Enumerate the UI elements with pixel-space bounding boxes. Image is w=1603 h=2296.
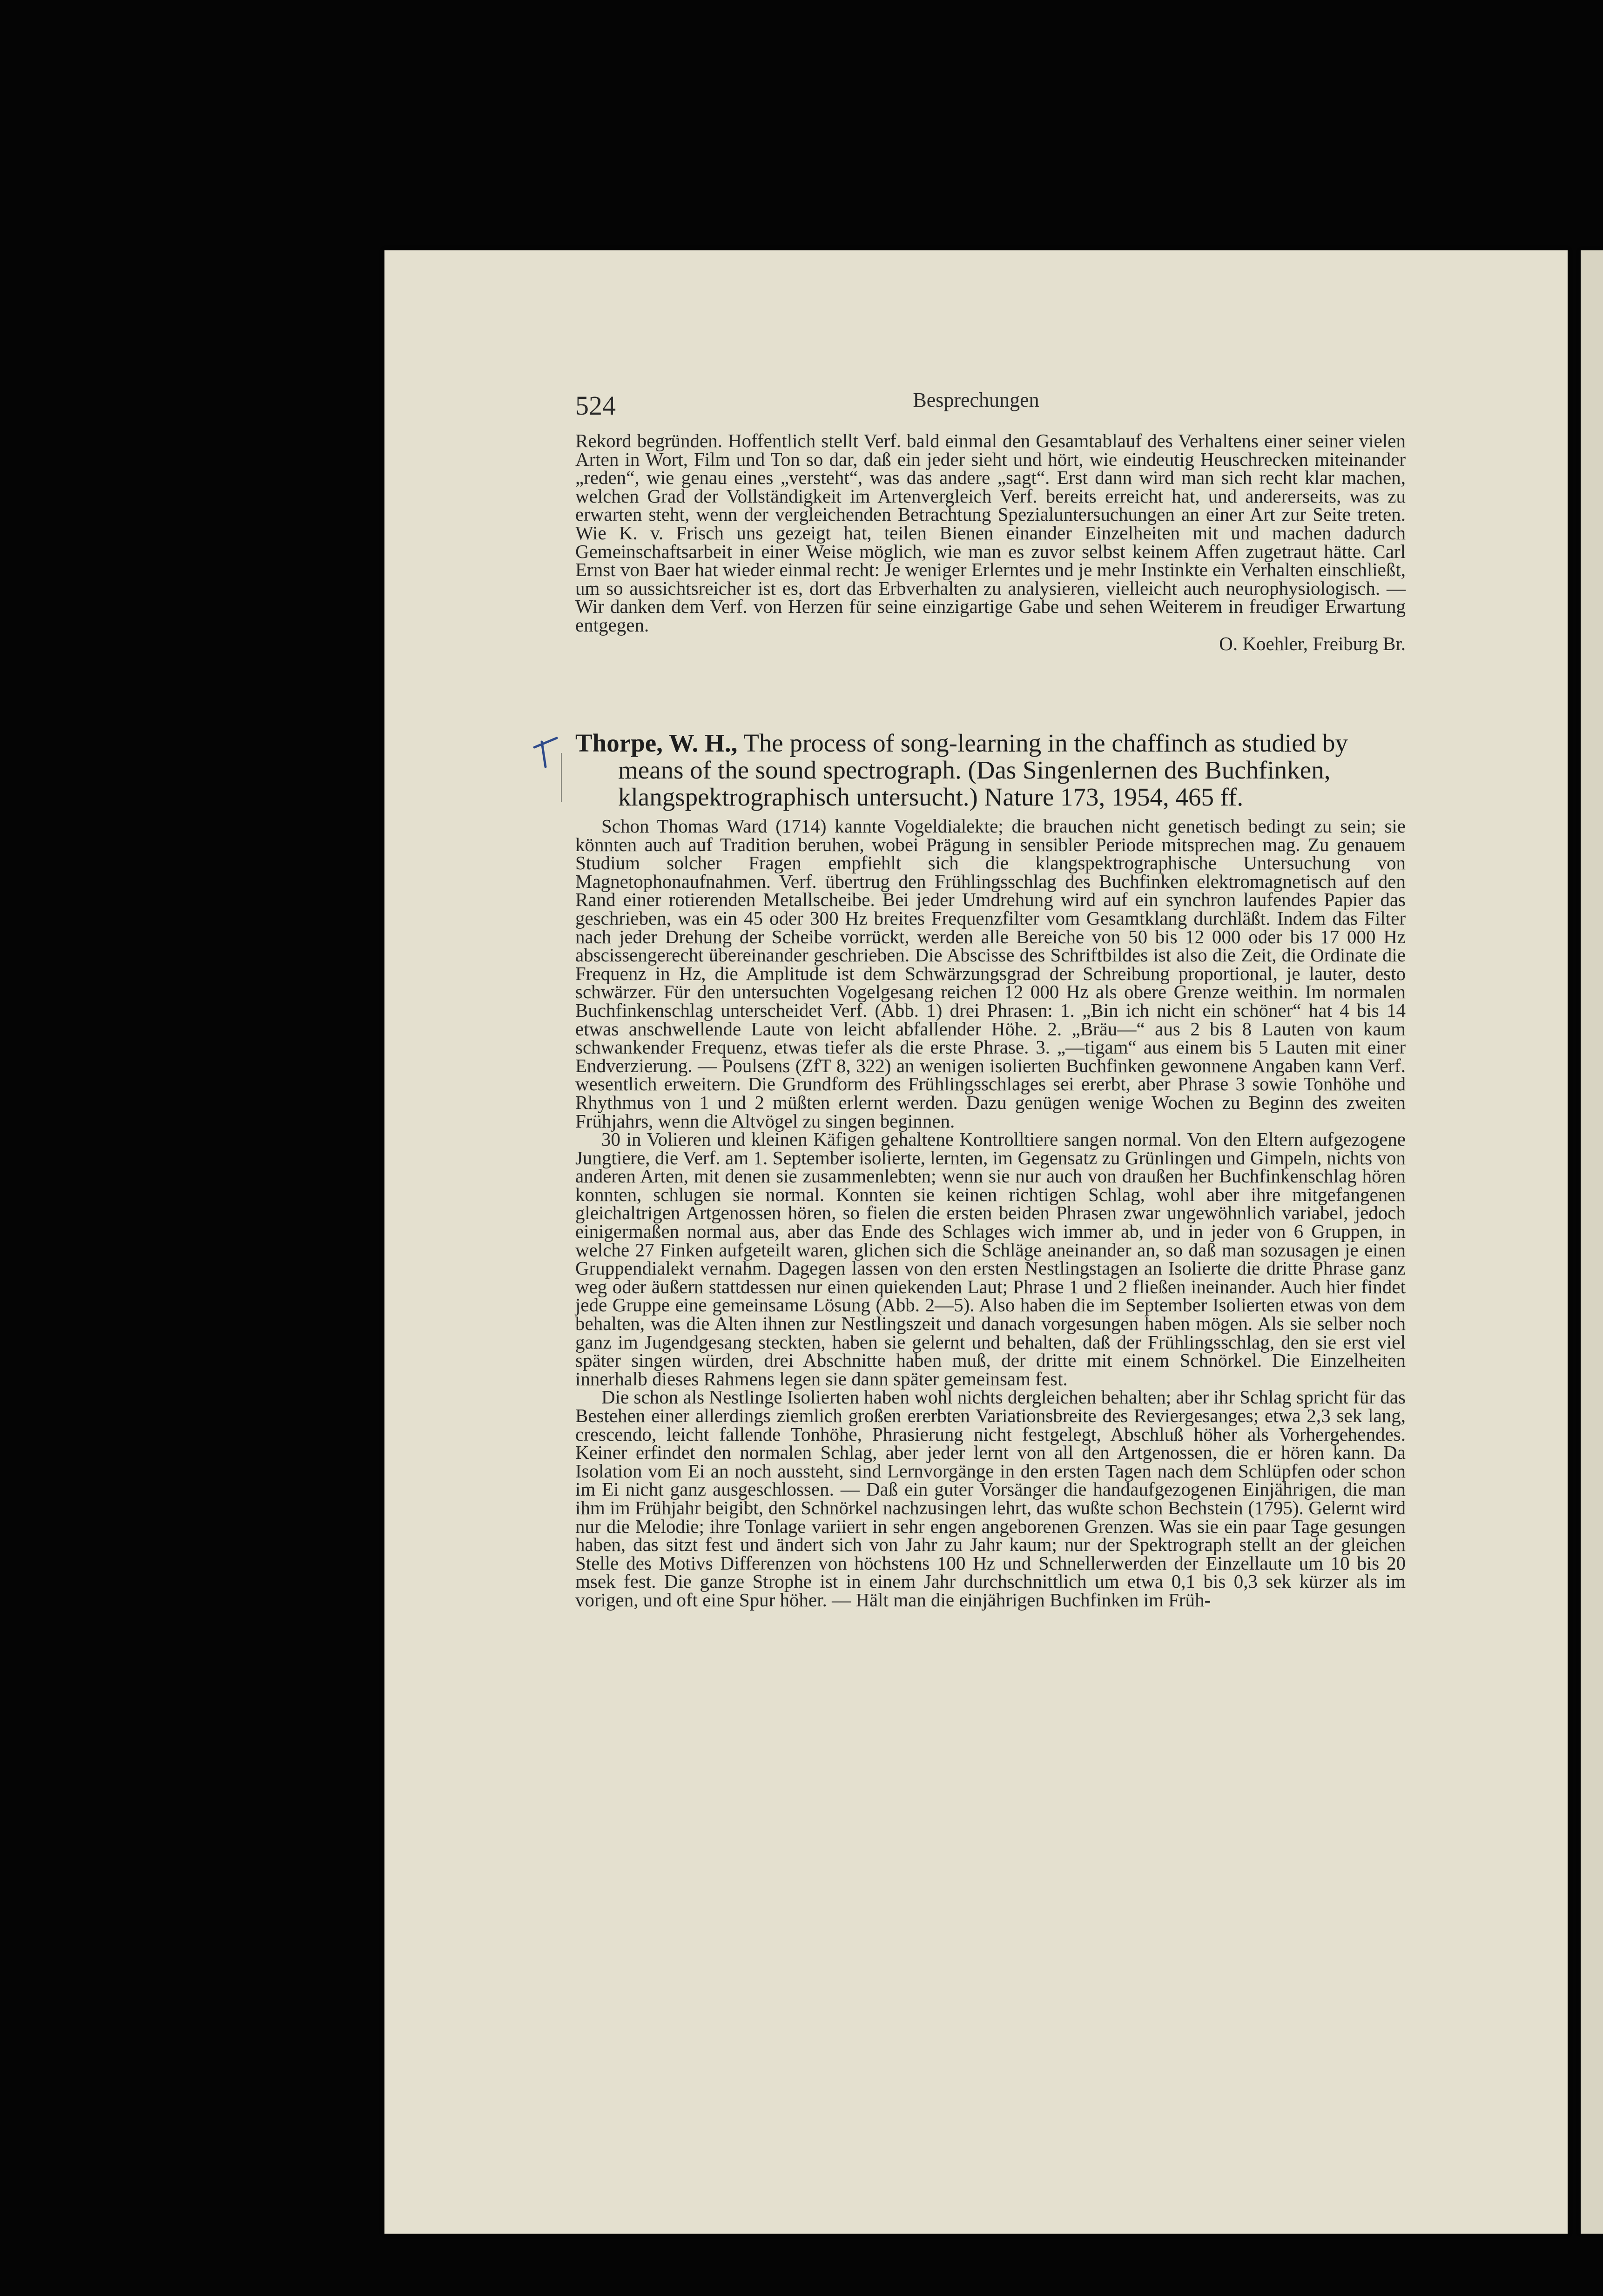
page-number: 524 (575, 390, 616, 421)
review-thorpe (575, 817, 1406, 1610)
pencil-mark-icon (529, 734, 566, 804)
review-paragraph: Die schon als Nestlinge Isolierten haben wohl nichts dergleichen behalten; aber ihr Schlag spricht für das Bestehen einer allerdings ziemlich großen ererbten Variationsbreite des Reviergesanges; etwa 2,3 sek lang, crescendo, leicht fallende Tonhöhe, Phrasierung nicht festgelegt, Abschluß höher als Vorhergehendes. Keiner erfindet den normalen Schlag, aber jeder lernt von all den Artgenossen, die er hören kann. Da Isolation vom Ei an noch aussteht, sind Lernvorgänge in den ersten Tagen nach dem Schlüpfen oder schon im Ei nicht ganz ausgeschlossen. — Daß ein guter Vorsänger die handaufgezogenen Einjährigen, die man ihm im Frühjahr beigibt, den Schnörkel nachzusingen lehrt, das wußte schon Bechstein (1795). Gelernt wird nur die Melodie; ihre Tonlage variiert in sehr engen angeborenen Grenzen. Was sie ein paar Tage gesungen haben, das sitzt fest und ändert sich von Jahr zu Jahr kaum; nur der Spektrograph stellt an der gleichen Stelle des Motivs Differenzen von höchstens 100 Hz und Schnellerwerden der Einzellaute um 10 bis 20 msek fest. Die ganze Strophe ist in einem Jahr durchschnittlich um etwa 0,1 bis 0,3 sek kürzer als im vorigen, und oft eine Spur höher. — Hält man die einjährigen Buchfinken im Früh- (575, 1386, 1406, 1611)
review-heading (575, 730, 1406, 811)
adjacent-page-edge (1581, 250, 1603, 2234)
review-paragraph: 30 in Volieren und kleinen Käfigen gehaltene Kontrolltiere sangen normal. Von den Eltern aufgezogene Jungtiere, die Verf. am 1. September isolierte, lernten, im Gegensatz zu Grünlingen und Gimpeln, nichts von anderen Arten, mit denen sie zusammenlebten; wenn sie nur auch von draußen her Buchfinkenschlag hören konnten, schlugen sie normal. Konnten sie keinen richtigen Schlag, wohl aber ihre mitgefangenen gleichaltrigen Artgenossen hören, so fielen die ersten beiden Phrasen zwar ungewöhnlich variabel, jedoch einigermaßen normal aus, aber das Ende des Schlages wich immer ab, und in jeder von 6 Gruppen, in welche 27 Finken aufgeteilt waren, glichen sich die Schläge aneinander an, so daß man sozusagen je einen Gruppendialekt vernahm. Dagegen lassen von den ersten Nestlingstagen an Isolierte die dritte Phrase ganz weg oder äußern stattdessen nur einen quiekenden Laut; Phrase 1 und 2 fließen ineinander. Auch hier findet jede Gruppe eine gemeinsame Lösung (Abb. 2—5). Also haben die im September Isolierten etwas von dem behalten, was die Alten ihnen zur Nestlingszeit und danach vorgesungen haben mögen. Als sie selber noch ganz im Jugendgesang steckten, haben sie gelernt und behalten, daß der Frühlingsschlag, den sie erst viel später singen würden, drei Abschnitte haben muß, der dritte mit einem Schnörkel. Die Einzelheiten innerhalb dieses Rahmens legen sie dann später gemeinsam fest. (575, 1128, 1406, 1390)
review-paragraph: Rekord begründen. Hoffentlich stellt Verf. bald einmal den Gesamtablauf des Verhaltens einer seiner vielen Arten in Wort, Film und Ton so dar, daß ein jeder sieht und hört, wie eindeutig Heuschrecken miteinander „reden“, wie genau eines „versteht“, was das andere „sagt“. Erst dann wird man sich recht klar machen, welchen Grad der Vollständigkeit im Artenvergleich Verf. bereits erreicht hat, und andererseits, was zu erwarten steht, wenn der vergleichenden Betrachtung Spezialuntersuchungen an einer Art zur Seite treten. Wie K. v. Frisch uns gezeigt hat, teilen Bienen einander Einzelheiten mit und machen dadurch Gemeinschaftsarbeit in einer Weise möglich, wie man es zuvor selbst keinem Affen zugetraut hätte. Carl Ernst von Baer hat wieder einmal recht: Je weniger Erlerntes und je mehr Instinkte ein Verhalten einschließt, um so aussichtsreicher ist es, dort das Erbverhalten zu analysieren, vielleicht auch neurophysiologisch. — Wir danken dem Verf. von Herzen für seine einzigartige Gabe und sehen Weiterem in freudiger Erwartung entgegen. (575, 430, 1406, 636)
running-head: Besprechungen (913, 389, 1039, 411)
review-koehler (575, 432, 1406, 653)
book-page (384, 250, 1568, 2234)
review-title: The process of song-learning in the chaffinch as studied by means of the sound spectrograph. (Das Singenlernen des Buchfinken, klangspektrographisch untersucht.) Nature 173, 1954, 465 ff. (618, 729, 1348, 811)
review-paragraph: Schon Thomas Ward (1714) kannte Vogeldialekte; die brauchen nicht genetisch bedingt zu sein; sie könnten auch auf Tradition beruhen, wobei Prägung in sensibler Periode mitsprechen mag. Zu genauem Studium solcher Fragen empfiehlt sich die klangspektrographische Untersuchung von Magnetophonaufnahmen. Verf. übertrug den Frühlingsschlag des Buchfinken elektromagnetisch auf den Rand einer rotierenden Metallscheibe. Bei jeder Umdrehung wird auf ein synchron laufendes Papier das geschrieben, was ein 45 oder 300 Hz breites Frequenzfilter vom Gesamtklang durchläßt. Indem das Filter nach jeder Drehung der Scheibe vorrückt, werden alle Bereiche von 50 bis 12 000 oder bis 17 000 Hz abscissengerecht übereinander geschrieben. Die Abscisse des Schriftbildes ist also die Zeit, die Ordinate die Frequenz in Hz, die Amplitude ist dem Schwärzungsgrad der Schreibung proportional, je lauter, desto schwärzer. Für den untersuchten Vogelgesang reichen 12 000 Hz als obere Grenze weithin. Im normalen Buchfinkenschlag unterscheidet Verf. (Abb. 1) drei Phrasen: 1. „Bin ich nicht ein schöner“ hat 4 bis 14 etwas anschwellende Laute von leicht abfallender Höhe. 2. „Bräu—“ aus 2 bis 8 Lauten von kaum schwankender Frequenz, etwas tiefer als die erste Phrase. 3. „—tigam“ aus einem bis 5 Lauten mit einer Endverzierung. — Poulsens (ZfT 8, 322) an wenigen isolierten Buchfinken gewonnene Angaben kann Verf. wesentlich erweitern. Die Grundform des Frühlingsschlages sei ererbt, aber Phrase 3 sowie Tonhöhe und Rhythmus von 1 und 2 müßten erlernt werden. Dazu genügen wenige Wochen zu Beginn des zweiten Frühjahrs, wenn die Altvögel zu singen beginnen. (575, 815, 1406, 1132)
reviewer-signature: O. Koehler, Freiburg Br. (1219, 632, 1406, 654)
review-author: Thorpe, W. H., (575, 729, 738, 757)
